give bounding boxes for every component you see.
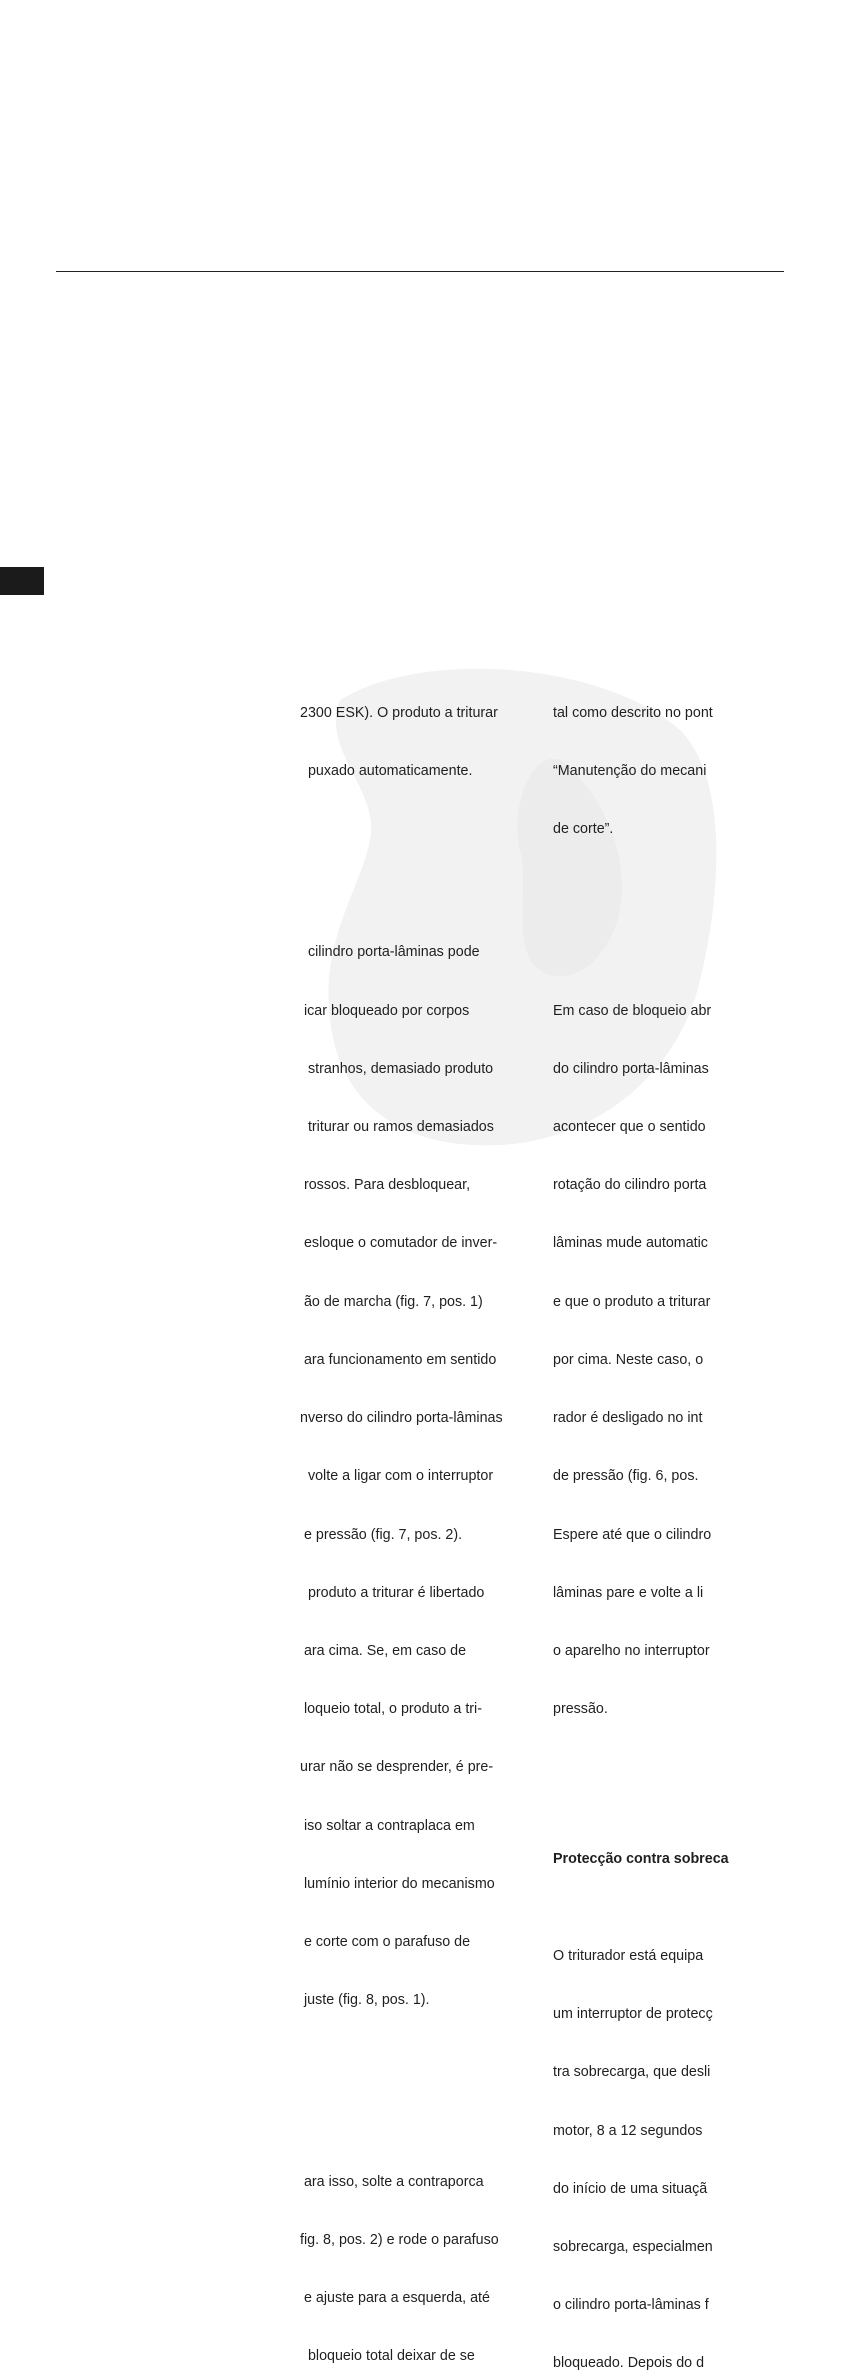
text-line: esloque o comutador de inver- <box>300 1235 498 1252</box>
text-line: e ajuste para a esquerda, até <box>300 2290 490 2307</box>
text-line: por cima. Neste caso, o <box>553 1351 704 1368</box>
text-line: fig. 8, pos. 2) e rode o parafuso <box>300 2231 499 2248</box>
text-line: sobrecarga, especialmen <box>553 2238 713 2255</box>
text-line: acontecer que o sentido <box>553 1119 706 1136</box>
text-line: O triturador está equipa <box>553 1947 704 1964</box>
text-line: cilindro porta-lâminas pode <box>300 944 480 961</box>
text-line: tal como descrito no pont <box>553 704 713 721</box>
text-line: juste (fig. 8, pos. 1). <box>300 1992 430 2009</box>
text-line: e pressão (fig. 7, pos. 2). <box>300 1526 463 1543</box>
text-line: de pressão (fig. 6, pos. <box>553 1468 699 1485</box>
text-line: Em caso de bloqueio abr <box>553 1002 712 1019</box>
text-line: um interruptor de protecç <box>553 2006 713 2023</box>
right-text-column <box>553 626 729 2380</box>
header-rule <box>56 271 784 272</box>
text-line: bloqueado. Depois do d <box>553 2355 705 2372</box>
text-line: ão de marcha (fig. 7, pos. 1) <box>300 1293 483 1310</box>
text-line: stranhos, demasiado produto <box>300 1060 494 1077</box>
text-line: puxado automaticamente. <box>300 762 473 779</box>
text-line: do início de uma situaçã <box>553 2180 708 2197</box>
text-line: o aparelho no interruptor <box>553 1642 710 1659</box>
text-line: icar bloqueado por corpos <box>300 1002 470 1019</box>
left-paragraph-2 <box>300 905 540 2050</box>
text-line: rossos. Para desbloquear, <box>300 1177 471 1194</box>
text-line: nverso do cilindro porta-lâminas <box>300 1410 503 1427</box>
right-paragraph-2 <box>553 963 729 1758</box>
text-line: rotação do cilindro porta <box>553 1177 707 1194</box>
text-line: produto a triturar é libertado <box>300 1584 485 1601</box>
text-line: e corte com o parafuso de <box>300 1933 471 1950</box>
text-line: ara isso, solte a contraporca <box>300 2173 484 2190</box>
text-line: pressão. <box>553 1701 608 1718</box>
text-line: do cilindro porta-lâminas <box>553 1060 709 1077</box>
text-line: e que o produto a triturar <box>553 1293 711 1310</box>
text-line: volte a ligar com o interruptor <box>300 1468 494 1485</box>
text-line: ara funcionamento em sentido <box>300 1351 497 1368</box>
text-line: triturar ou ramos demasiados <box>300 1119 494 1136</box>
text-line: lumínio interior do mecanismo <box>300 1875 495 1892</box>
text-line: Espere até que o cilindro <box>553 1526 712 1543</box>
text-line: bloqueio total deixar de se <box>300 2348 475 2365</box>
left-text-column <box>300 626 540 2380</box>
text-line: ara cima. Se, em caso de <box>300 1642 467 1659</box>
left-paragraph-1 <box>300 665 540 820</box>
text-line: “Manutenção do mecani <box>553 762 707 779</box>
text-line: lâminas mude automatic <box>553 1235 708 1252</box>
text-line: 2300 ESK). O produto a triturar <box>300 704 498 721</box>
text-line: rador é desligado no int <box>553 1410 703 1427</box>
text-line: o cilindro porta-lâminas f <box>553 2297 709 2314</box>
text-line: loqueio total, o produto a tri- <box>300 1701 482 1718</box>
section-heading: Protecção contra sobreca <box>553 1850 729 1867</box>
right-paragraph-1 <box>553 665 729 878</box>
left-paragraph-3 <box>300 2134 540 2380</box>
language-side-tab <box>0 567 44 595</box>
text-line: iso soltar a contraplaca em <box>300 1817 475 1834</box>
right-paragraph-3 <box>553 1908 729 2380</box>
text-line: de corte”. <box>553 821 614 838</box>
text-line: tra sobrecarga, que desli <box>553 2064 711 2081</box>
text-line: lâminas pare e volte a li <box>553 1584 704 1601</box>
text-line: motor, 8 a 12 segundos <box>553 2122 703 2139</box>
text-line: urar não se desprender, é pre- <box>300 1759 494 1776</box>
